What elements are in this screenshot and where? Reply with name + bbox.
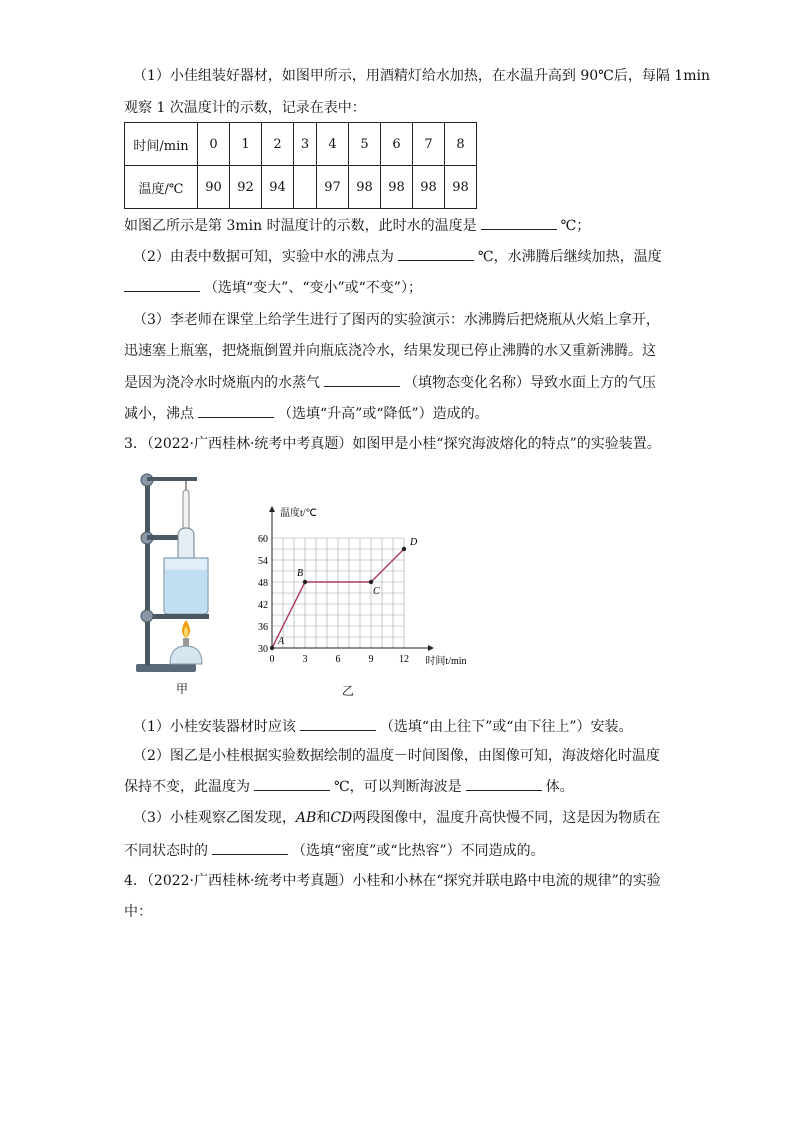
caption-figure-a: 甲 [176, 682, 189, 696]
x-axis-arrow-icon [428, 645, 434, 651]
y-tick-label: 60 [258, 534, 268, 545]
table-cell: 92 [230, 166, 262, 209]
apparatus-illustration [126, 468, 218, 678]
x-axis-label: 时间t/min [425, 656, 467, 667]
alcohol-lamp-icon [170, 646, 202, 664]
answer-blank[interactable] [254, 776, 330, 791]
y-tick-label: 42 [258, 600, 268, 611]
temperature-time-chart [250, 500, 480, 670]
data-point-label: A [278, 636, 285, 647]
q2-part2-line1: （2）由表中数据可知，实验中水的沸点为 ℃，水沸腾后继续加热，温度 [133, 246, 662, 267]
q2-part1-line2: 观察 1 次温度计的示数，记录在表中： [124, 100, 366, 116]
x-tick-label: 12 [399, 654, 409, 665]
support-ring [147, 614, 209, 619]
q4-title-line2: 中： [124, 904, 152, 920]
chart-grid [272, 538, 404, 648]
x-tick-label: 6 [335, 654, 341, 665]
table-cell: 7 [413, 123, 445, 166]
data-point [402, 547, 406, 551]
answer-blank[interactable] [124, 277, 200, 292]
y-axis-arrow-icon [269, 506, 275, 512]
q3-part2-line2: 保持不变，此温度为 ℃，可以判断海波是 体。 [124, 776, 574, 797]
y-axis-label: 温度t/℃ [280, 508, 317, 519]
q2-part3-line4: 减小，沸点 （选填“升高”或“降低”）造成的。 [124, 403, 489, 424]
q3-title: 3．（2022·广西桂林·统考中考真题）如图甲是小桂“探究海波熔化的特点”的实验装置。 [124, 436, 661, 452]
data-point-label: B [297, 568, 304, 579]
y-tick-label: 48 [258, 578, 268, 589]
table-cell: 3 [294, 123, 317, 166]
answer-blank[interactable] [481, 215, 557, 230]
table-cell: 4 [317, 123, 349, 166]
x-tick-label: 3 [302, 654, 308, 665]
q2-part1-tail: 如图乙所示是第 3min 时温度计的示数，此时水的温度是 ℃； [124, 215, 590, 236]
q3-part3-line2: 不同状态时的 （选填“密度”或“比热容”）不同造成的。 [124, 840, 545, 861]
table-header-temperature: 温度/℃ [125, 166, 198, 209]
table-cell: 97 [317, 166, 349, 209]
data-point-label: C [373, 586, 380, 597]
caption-figure-b: 乙 [342, 684, 355, 698]
answer-blank[interactable] [466, 776, 542, 791]
table-cell: 90 [198, 166, 230, 209]
data-point [303, 580, 307, 584]
temperature-table [124, 122, 477, 209]
q2-part3-line1: （3）李老师在课堂上给学生进行了图丙的实验演示：水沸腾后把烧瓶从火焰上拿开， [133, 312, 660, 328]
table-cell: 94 [262, 166, 294, 209]
q3-part3-line1: （3）小桂观察乙图发现，AB和CD两段图像中，温度升高快慢不同，这是因为物质在 [133, 810, 661, 826]
q3-part1: （1）小桂安装器材时应该 （选填“由上往下”或“由下往上”）安装。 [133, 716, 633, 737]
clamp-arm-top [147, 477, 197, 481]
y-tick-label: 36 [258, 622, 268, 633]
answer-blank[interactable] [300, 716, 376, 731]
answer-blank[interactable] [398, 246, 474, 261]
table-row-temperature [125, 166, 477, 209]
chart-series [270, 537, 418, 650]
q3-part2-line1: （2）图乙是小桂根据实验数据绘制的温度－时间图像，由图像可知，海波熔化时温度 [133, 748, 660, 764]
table-header-time: 时间/min [125, 123, 198, 166]
x-tick-label: 9 [368, 654, 374, 665]
y-tick-label: 54 [258, 556, 268, 567]
chart-axes [258, 506, 467, 667]
table-cell: 5 [349, 123, 381, 166]
table-row-time [125, 123, 477, 166]
data-point-label: D [410, 537, 418, 548]
data-point [369, 580, 373, 584]
q2-part1-line1: （1）小佳组装好器材，如图甲所示，用酒精灯给水加热，在水温升高到 90℃后，每隔 1min [133, 68, 710, 84]
q4-title-line1: 4．（2022·广西桂林·统考中考真题）小桂和小林在“探究并联电路中电流的规律”的实验 [124, 873, 661, 889]
data-point [270, 646, 274, 650]
q2-part3-line3: 是因为浇冷水时烧瓶内的水蒸气 （填物态变化名称）导致水面上方的气压 [124, 372, 656, 393]
table-cell: 8 [445, 123, 477, 166]
q2-part3-line2: 迅速塞上瓶塞，把烧瓶倒置并向瓶底浇冷水，结果发现已停止沸腾的水又重新沸腾。这 [124, 343, 656, 359]
stand-rod [145, 478, 150, 666]
table-cell: 98 [349, 166, 381, 209]
q2-part2-line2: （选填“变大”、“变小”或“不变”）； [124, 277, 422, 298]
table-cell: 98 [445, 166, 477, 209]
table-cell: 0 [198, 123, 230, 166]
answer-blank[interactable] [324, 372, 400, 387]
table-cell: 98 [413, 166, 445, 209]
table-cell: 6 [381, 123, 413, 166]
answer-blank[interactable] [198, 403, 274, 418]
table-cell: 98 [381, 166, 413, 209]
y-tick-label: 30 [258, 644, 268, 655]
x-tick-label: 0 [269, 654, 275, 665]
table-cell: 2 [262, 123, 294, 166]
answer-blank[interactable] [212, 840, 288, 855]
table-cell-empty [294, 166, 317, 209]
table-cell: 1 [230, 123, 262, 166]
